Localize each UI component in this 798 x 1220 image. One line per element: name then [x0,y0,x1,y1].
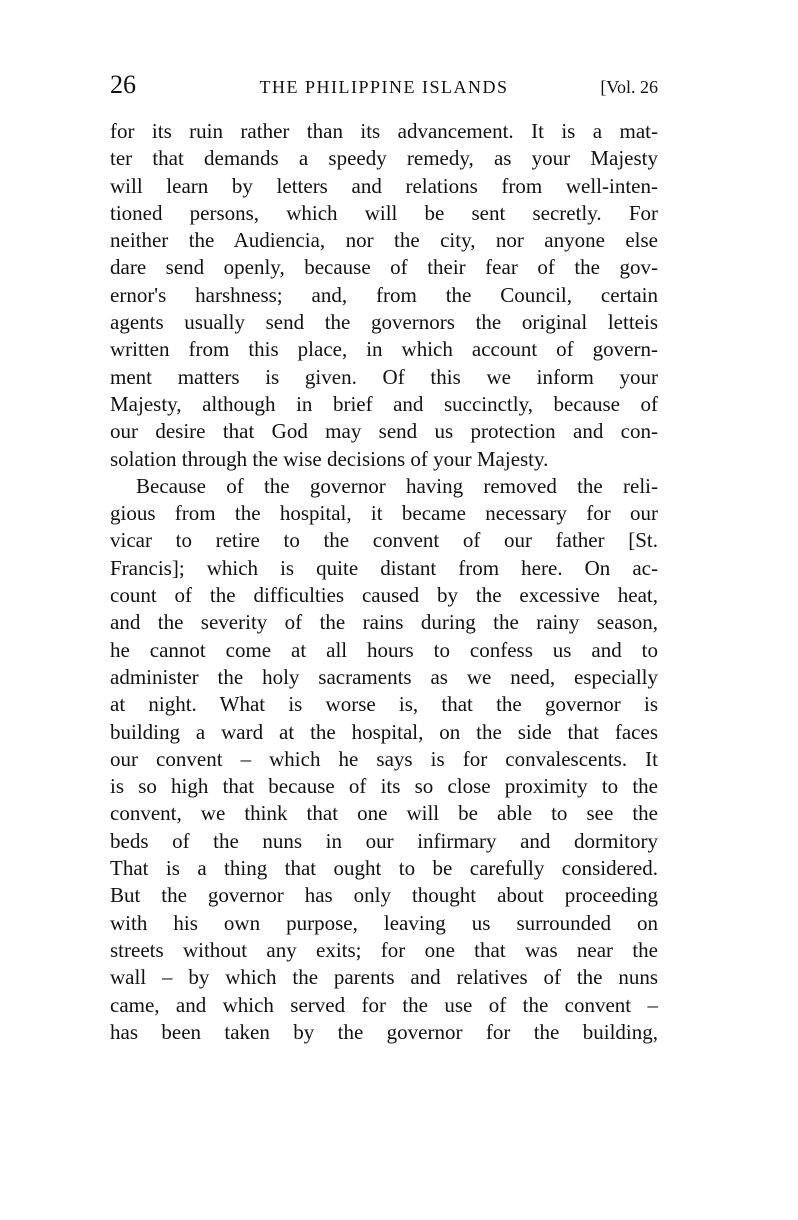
text-line: But the governor has only thought about proceeding [110,883,658,908]
body-text [110,118,658,1046]
text-line: written from this place, in which account of govern- [110,337,658,362]
text-line: solation through the wise decisions of your Majesty. [110,446,549,471]
text-line: beds of the nuns in our infirmary and dormitory [110,828,658,853]
text-line: Francis]; which is quite distant from here. On ac- [110,555,658,580]
text-line: gious from the hospital, it became necessary for our [110,501,658,526]
text-line: vicar to retire to the convent of our father [St. [110,528,658,553]
text-line: administer the holy sacraments as we need, especially [110,664,658,689]
text-line: dare send openly, because of their fear of the gov- [110,255,658,280]
text-line: building a ward at the hospital, on the side that faces [110,719,658,744]
text-line: for its ruin rather than its advancement. It is a mat- [110,119,658,143]
text-line: will learn by letters and relations from well-inten- [110,173,658,198]
text-line: and the severity of the rains during the rainy season, [110,610,658,635]
text-line: neither the Audiencia, nor the city, nor anyone else [110,228,658,253]
text-line: at night. What is worse is, that the governor is [110,692,658,717]
text-line: ter that demands a speedy remedy, as your Majesty [110,146,658,171]
text-line: count of the difficulties caused by the excessive heat, [110,583,658,608]
text-line: ment matters is given. Of this we inform your [110,364,658,389]
text-line: with his own purpose, leaving us surrounded on [110,910,658,935]
text-line: Because of the governor having removed the reli- [136,473,658,498]
paragraph [110,118,658,473]
text-line: he cannot come at all hours to confess us and to [110,637,658,662]
text-line: agents usually send the governors the original letteis [110,310,658,335]
text-line: is so high that because of its so close proximity to the [110,774,658,799]
text-line: wall – by which the parents and relatives of the nuns [110,965,658,990]
text-line: ernor's harshness; and, from the Council, certain [110,282,658,307]
page-number: 26 [110,70,136,99]
volume-label: [Vol. 26 [600,77,658,97]
text-line: our desire that God may send us protection and con- [110,419,658,444]
text-line: streets without any exits; for one that was near the [110,937,658,962]
text-line: our convent – which he says is for convalescents. It [110,746,658,771]
text-line: came, and which served for the use of the convent – [110,992,658,1017]
page-header [110,70,658,104]
running-title: THE PHILIPPINE ISLANDS [259,77,509,97]
text-line: convent, we think that one will be able to see the [110,801,658,826]
text-line: tioned persons, which will be sent secretly. For [110,200,658,225]
paragraph [110,473,658,1046]
text-line: Majesty, although in brief and succinctly, because of [110,391,658,416]
text-line: That is a thing that ought to be carefully considered. [110,856,658,881]
text-line: has been taken by the governor for the building, [110,1019,658,1044]
